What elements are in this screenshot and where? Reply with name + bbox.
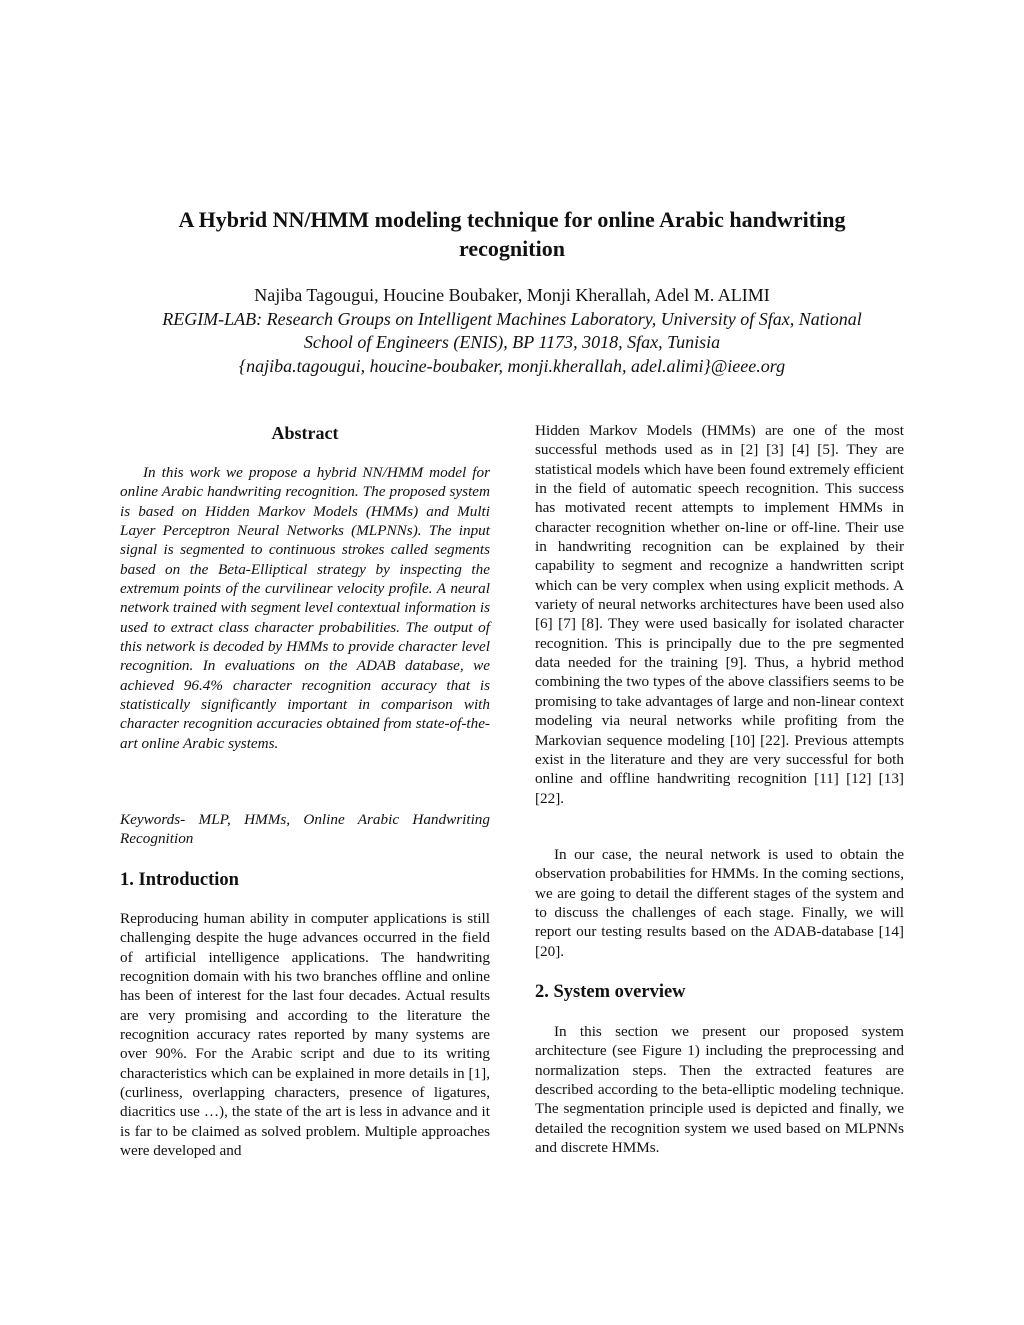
- introduction-paragraph-3: In our case, the neural network is used to obtain the observation probabilities for HMMs. In the coming sections, we are going to detail the different stages of the system and to discuss the challenges of each stage. Finally, we will report our testing results based on the ADAB-database [14] [20].: [535, 846, 904, 960]
- author-emails: {najiba.tagougui, houcine-boubaker, monji.kherallah, adel.alimi}@ieee.org: [238, 355, 786, 376]
- section-heading-system-overview: 2. System overview: [535, 982, 686, 1002]
- author-block: [100, 284, 924, 378]
- system-overview-paragraph-1: In this section we present our proposed system architecture (see Figure 1) including the preprocessing and normalization steps. Then the extracted features are described according to the beta-elliptic modeling technique. The segmentation principle used is depicted and finally, we detailed the recognition system we used based on MLPNNs and discrete HMMs.: [535, 1023, 904, 1157]
- affiliation-line-2: School of Engineers (ENIS), BP 1173, 3018, Sfax, Tunisia: [303, 332, 721, 352]
- introduction-paragraph-1: Reproducing human ability in computer applications is still challenging despite the huge advances occurred in the field of artificial intelligence applications. The handwriting recognition domain with his two branches offline and online has been of interest for the last four decades. Actual results are very promising and according to the literature the recognition accuracy rates reported by many systems are over 90%. For the Arabic script and due to its writing characteristics which can be explained in more details in [1], (curliness, overlapping characters, presence of ligatures, diacritics use …), the state of the art is less in advance and it is far to be claimed as solved problem. Multiple approaches were developed and: [120, 910, 490, 1160]
- abstract-text: In this work we propose a hybrid NN/HMM model for online Arabic handwriting recognition. The proposed system is based on Hidden Markov Models (HMMs) and Multi Layer Perceptron Neural Networks (MLPNNs). The input signal is segmented to continuous strokes called segments based on the Beta-Elliptical strategy by inspecting the extremum points of the curvilinear velocity profile. A neural network trained with segment level contextual information is used to extract class character probabilities. The output of this network is decoded by HMMs to provide character level recognition. In evaluations on the ADAB database, we achieved 96.4% character recognition accuracy that is statistically significantly important in comparison with character recognition accuracies obtained from state-of-the-art online Arabic systems.: [120, 464, 490, 752]
- keywords: Keywords- MLP, HMMs, Online Arabic Handwriting Recognition: [120, 811, 490, 848]
- abstract-heading: Abstract: [271, 423, 339, 443]
- paper-title: A Hybrid NN/HMM modeling technique for online Arabic handwriting recognition: [178, 207, 846, 261]
- affiliation-line-1: REGIM-LAB: Research Groups on Intelligent Machines Laboratory, University of Sfax, National: [162, 308, 862, 329]
- section-heading-introduction: 1. Introduction: [120, 870, 239, 890]
- introduction-paragraph-2: Hidden Markov Models (HMMs) are one of the most successful methods used as in [2] [3] [4] [5]. They are statistical models which have been found extremely efficient in the field of automatic speech recognition. This success has motivated recent attempts to implement HMMs in character recognition whether on-line or off-line. Their use in handwriting recognition can be explained by their capability to segment and recognize a handwritten script which can be very complex when using explicit methods. A variety of neural networks architectures have been used also [6] [7] [8]. They were used basically for isolated character recognition. This is principally due to the pre segmented data needed for the training [9]. Thus, a hybrid method combining the two types of the above classifiers seems to be promising to take advantages of large and non-linear context modeling via neural networks while profiting from the Markovian sequence modeling [10] [22]. Previous attempts exist in the literature and they are very successful for both online and offline handwriting recognition [11] [12] [13] [22].: [535, 422, 904, 807]
- author-names: Najiba Tagougui, Houcine Boubaker, Monji Kherallah, Adel M. ALIMI: [254, 285, 770, 305]
